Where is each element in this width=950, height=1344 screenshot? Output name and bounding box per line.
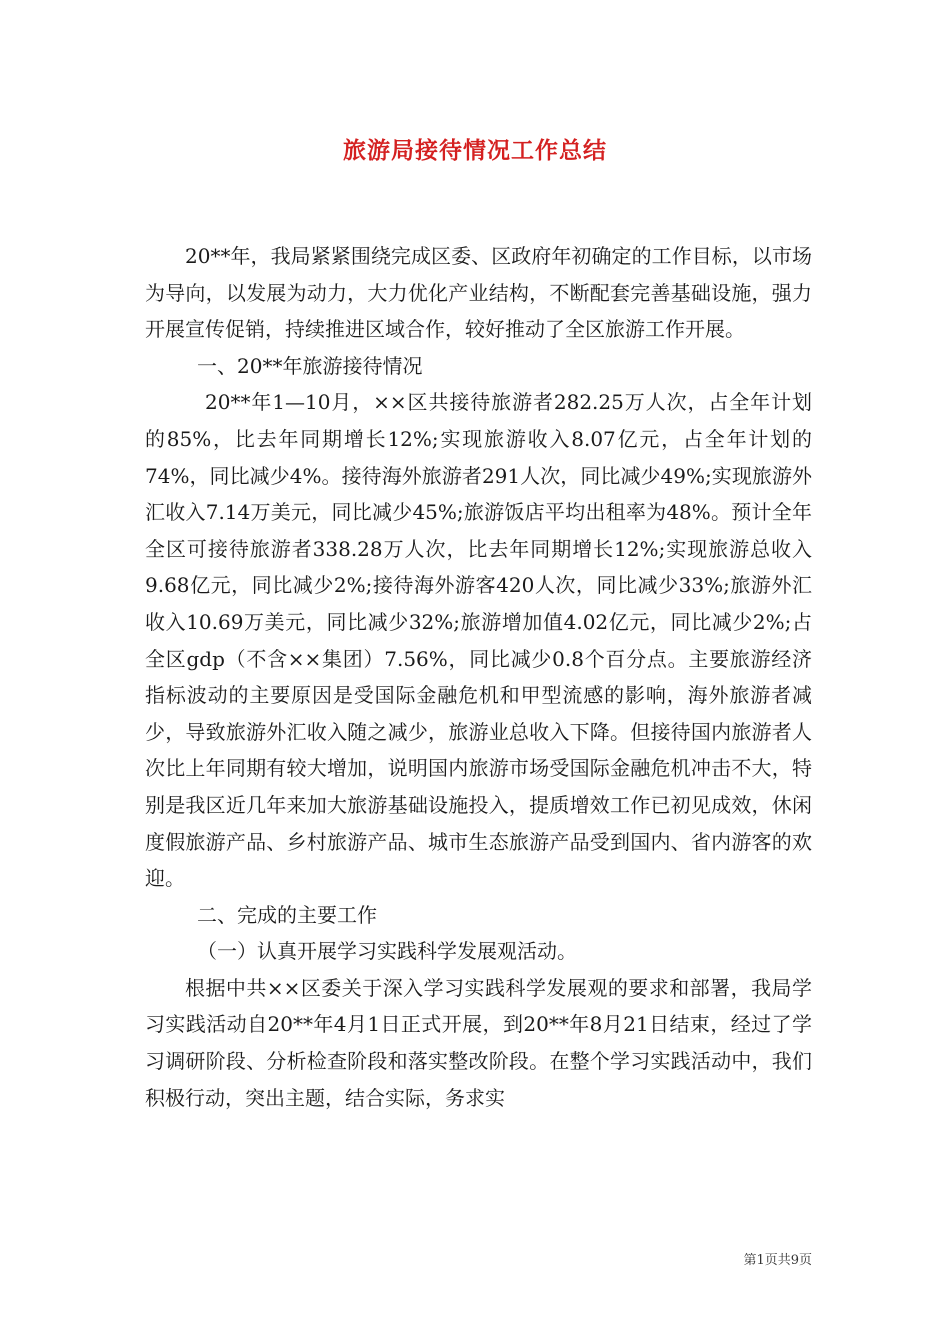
subsection-heading-1: （一）认真开展学习实践科学发展观活动。 <box>197 939 577 964</box>
section-heading-1: 一、20**年旅游接待情况 <box>197 353 423 378</box>
paragraph-intro: 20**年，我局紧紧围绕完成区委、区政府年初确定的工作目标，以市场为导向，以发展为动力，大力优化产业结构，不断配套完善基础设施，强力开展宣传促销，持续推进区域合作，较好推动了全区旅游工作开展。 <box>145 244 812 342</box>
document-title: 旅游局接待情况工作总结 <box>343 137 607 164</box>
page-number: 第1页共9页 <box>743 1253 812 1268</box>
document-body <box>145 238 812 1116</box>
paragraph-study-practice: 根据中共××区委关于深入学习实践科学发展观的要求和部署，我局学习实践活动自20**年4月1日正式开展，到20**年8月21日结束，经过了学习调研阶段、分析检查阶段和落实整改阶段。在整个学习实践活动中，我们积极行动，突出主题，结合实际，务求实 <box>145 975 812 1110</box>
section-heading-2: 二、完成的主要工作 <box>197 902 377 927</box>
paragraph-statistics: 20**年1—10月，××区共接待旅游者282.25万人次，占全年计划的85%，比去年同期增长12%;实现旅游收入8.07亿元，占全年计划的74%，同比减少4%。接待海外旅游者291人次，同比减少49%;实现旅游外汇收入7.14万美元，同比减少45%;旅游饭店平均出租率为48%。预计全年全区可接待旅游者338.28万人次，比去年同期增长12%;实现旅游总收入9.68亿元，同比减少2%;接待海外游客420人次，同比减少33%;旅游外汇收入10.69万美元，同比减少32%;旅游增加值4.02亿元，同比减少2%;占全区gdp（不含××集团）7.56%，同比减少0.8个百分点。主要旅游经济指标波动的主要原因是受国际金融危机和甲型流感的影响，海外旅游者减少，导致旅游外汇收入随之减少，旅游业总收入下降。但接待国内旅游者人次比上年同期有较大增加，说明国内旅游市场受国际金融危机冲击不大，特别是我区近几年来加大旅游基础设施投入，提质增效工作已初见成效，休闲度假旅游产品、乡村旅游产品、城市生态旅游产品受到国内、省内游客的欢迎。 <box>145 390 812 891</box>
